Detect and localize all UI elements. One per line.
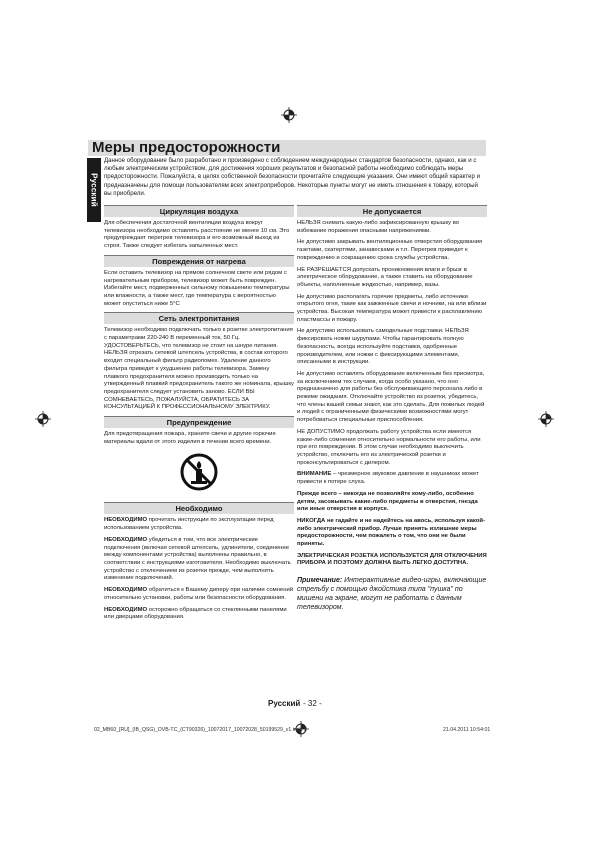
required-text: осторожно обращаться со стеклянными панелями или дверцами оборудования. <box>104 606 287 621</box>
forbidden-item: Не допустимо закрывать вентиляционные отверстия оборудования газетами, скатертями, занавесками и т.п. Перегрев приведет к повреждению и сокращению срока службы устройства. <box>297 239 483 261</box>
required-text: обратиться к Вашему диперу при наличии сомнений относительно установки, работы или безопасности оборудования. <box>104 587 294 601</box>
language-side-tab <box>87 158 101 222</box>
required-keyword: НЕОБХОДИМО <box>104 606 148 613</box>
required-keyword: НЕОБХОДИМО <box>104 536 148 543</box>
forbidden-item: Не допустимо оставлять оборудование включенным без присмотра, за исключением тех случаев, когда особо указано, что оно предназначено для работы без обслуживающего персонала либо в режиме ожидания. Отключайте устройство из розетки, убедитесь, что члены вашей семьи знают, как это сделать. Для пожилых людей и людей с ограниченными физическими возможностями могут потребоваться специальные приспособления. <box>297 370 485 424</box>
registration-mark-icon <box>538 411 554 427</box>
footer-language: Русский <box>268 699 301 708</box>
heat-text: Если оставить телевизор на прямом солнечном свете или рядом с нагревательным прибором, телевизор может быть поврежден. Избегайте мест, подверженных сильному повышению температуры или влажности, а также мест, где температура с вероятностью может опуститься ниже 5°C <box>104 269 290 307</box>
warning-text: Для предотвращения пожара, храните свечи и другие горючие материалы вдали от этого изделия в течении всего времени. <box>104 431 276 445</box>
registration-mark-icon <box>35 411 51 427</box>
required-keyword: НЕОБХОДИМО <box>104 587 148 594</box>
note-label: Примечание: <box>297 577 343 585</box>
required-item <box>104 537 294 583</box>
forbidden-item: НЕ ДОПУСТИМО продолжать работу устройства если имеются какие-либо сомнения относительно нормальности его работы, или при его повреждении. В этом случае необходимо выключить устройство, отключить его из электрической розетки и проконсультироваться с дилером. <box>297 428 481 466</box>
note <box>297 576 487 612</box>
attention-item <box>297 471 487 486</box>
section-heading-mains: Сеть электропитания <box>104 312 294 324</box>
no-candles-icon <box>179 452 219 492</box>
forbidden-item: Не допустимо располагать горячие предметы, либо источники открытого огня, такие как зажженные свечи и ночники, на или вблизи устройства. Высокая температура может привести к расплавлению пластмассы и пожару. <box>297 293 487 323</box>
right-column <box>297 205 487 616</box>
mains-text: Телевизор необходимо подключать только к розетке электропитания с параметрами 220-240 В переменный ток, 50 Гц. УДОСТОВЕРЬТЕСЬ, что телевизор не стоит на шнуре питания. НЕЛЬЗЯ отрезать сетевой штепсель устройства, в состав которого входит специальный фильтр радиопомех. Удаление данного фильтра приведет к ухудшению работы телевизора. Замену плавкого предохранителя можно производить только на утвержденный плавкий предохранитель такого же номинала, крышку предохранителя следует установить заново. ЕСЛИ ВЫ СОМНЕВАЕТЕСЬ, ПОЖАЛУЙСТА, ОБРАТИТЕСЬ ЗА КОНСУЛЬТАЦИЕЙ К ПРОФЕССИОНАЛЬНОМУ ЭЛЕКТРИКУ. <box>104 327 294 411</box>
section-heading-warning: Предупреждение <box>104 416 294 428</box>
emphasis-item: НИКОГДА не гадайте и не надейтесь на авось, используя какой-либо электрический прибор. Лучше принять излишние меры предосторожности, чем пожалеть о том, что они не были приняты. <box>297 517 485 548</box>
section-heading-required: Необходимо <box>104 502 294 514</box>
required-text: прочитать инструкции по эксплуатации перед использованием устройства. <box>104 517 274 532</box>
print-file-slug: 02_MB60_[RU]_(IB_QSG)_DVB-TC_(CT90326)_10072017_10072028_50199529_v1.indd 2 <box>94 727 307 733</box>
registration-mark-icon <box>281 107 297 123</box>
required-item <box>104 607 294 622</box>
forbidden-item: НЕ РАЗРЕШАЕТСЯ допускать проникновения влаги и брызг в электрическое оборудование, а также ставить на оборудование объекты, наполненные жидкостью, например, вазы. <box>297 266 473 288</box>
emphasis-item: ЭЛЕКТРИЧЕСКАЯ РОЗЕТКА ИСПОЛЬЗУЕТСЯ ДЛЯ ОТКЛЮЧЕНИЯ ПРИБОРА И ПОЭТОМУ ДОЛЖНА БЫТЬ ЛЕГКО ДОСТУПНА. <box>297 552 487 567</box>
intro-paragraph: Данное оборудование было разработано и произведено с соблюдением международных стандартов безопасности, однако, как и с любым электрическим устройством, для достижения хороших результатов и безопасной работы необходимо соблюдать меры предосторожности. Пожалуйста, в целях собственной безопасности прочитайте следующие указания. Они имеют общий характер и предназначены для помощи пользователям всех электроприборов. Некоторые пункты могут не иметь отношения к товару, который вы приобрели. <box>104 157 480 197</box>
forbidden-item: Не допустимо использовать самодельные подставки. НЕЛЬЗЯ фиксировать ножки шурупами. Чтобы гарантировать полную безопасность, всегда используйте подставки, одобренные производителем, или ножки с фиксирующими элементами, описанными в инструкции. <box>297 328 469 366</box>
attention-text: – чрезмерное звуковое давление в наушниках может привести к потере слуха. <box>297 471 479 486</box>
side-tab-label: Русский <box>89 173 99 207</box>
note-text: Интерактивные видео-игры, включающие стрельбу с помощью джойстика типа "пушка" по мишени на экране, могут не работать с данным телевизором. <box>297 577 487 612</box>
section-heading-heat: Повреждения от нагрева <box>104 255 294 267</box>
forbidden-item: НЕЛЬЗЯ снимать какую-либо зафиксированную крышку во избежание поражения опасными напряжениями. <box>297 220 460 234</box>
section-heading-ventilation: Циркуляция воздуха <box>104 205 294 217</box>
required-keyword: НЕОБХОДИМО <box>104 517 148 524</box>
left-column <box>104 205 294 626</box>
emphasis-item: Прежде всего – никогда не позволяйте кому-либо, особенно детям, засовывать какие-либо предметы в отверстия, гнезда или иные отверстия в корпусе. <box>297 490 478 513</box>
attention-keyword: ВНИМАНИЕ <box>297 471 332 478</box>
required-item <box>104 587 294 602</box>
page-number: - 32 - <box>303 699 322 708</box>
required-text: убедиться в том, что все электрические подключения (включая сетевой штепсель, удлинители, соединение между компонентами устройства) выполнены правильно, в соответствии с инструкциями изготовителя. Необходимо выключать устройство с отключением из розетки прежде, чем выполнять изменение подключений. <box>104 536 291 582</box>
ventilation-text: Для обеспечения достаточной вентиляции воздуха вокруг телевизора необходимо оставлять расстояние не менее 10 см. Это предупреждает перегрев телевизора и его возможный выход из строя. Также следует избегать запыленных мест. <box>104 220 290 250</box>
page-title: Меры предосторожности <box>92 139 281 156</box>
print-date: 21.04.2011 10:54:01 <box>443 727 491 733</box>
required-item <box>104 517 294 532</box>
section-heading-forbidden: Не допускается <box>297 205 487 217</box>
